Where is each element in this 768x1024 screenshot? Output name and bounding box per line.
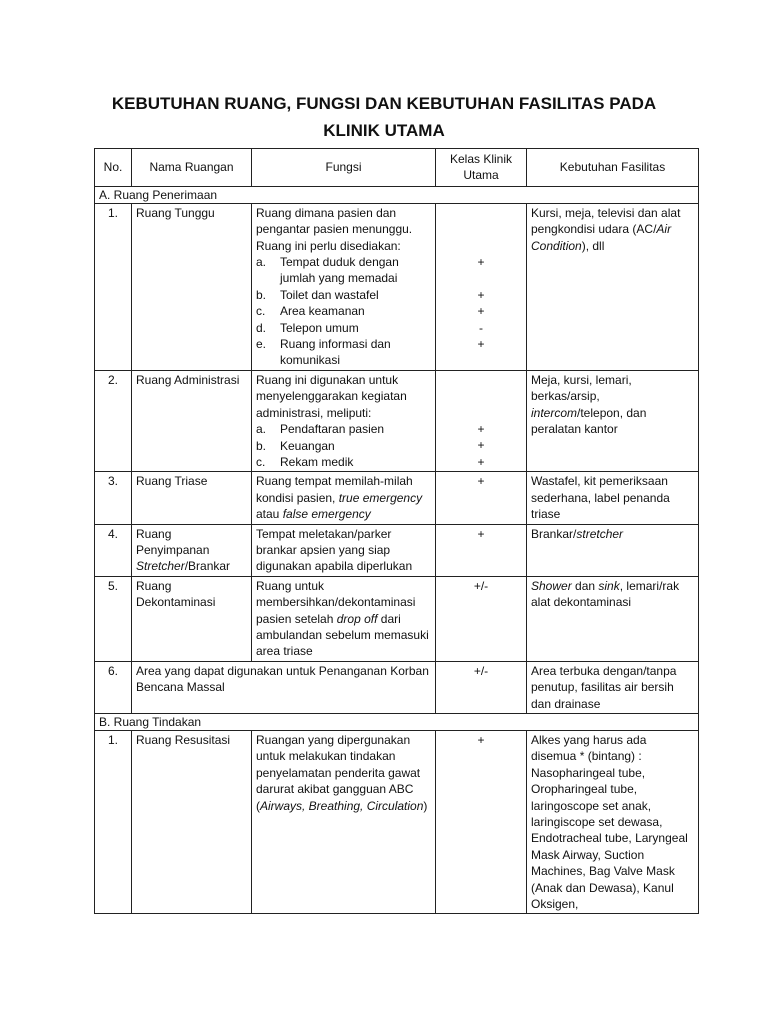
row-fasilitas: Wastafel, kit pemeriksaan sederhana, label penanda triase [527, 472, 699, 524]
row-fungsi: Tempat meletakan/parker brankar apsien yang siap digunakan apabila diperlukan [252, 524, 436, 576]
kelas-mark: + [477, 304, 485, 319]
row-fasilitas: Kursi, meja, televisi dan alat pengkondisi udara (AC/Air Condition), dll [527, 203, 699, 370]
document-title [60, 90, 708, 144]
title-line-1: KEBUTUHAN RUANG, FUNGSI DAN KEBUTUHAN FASILITAS PADA [111, 94, 657, 113]
row-no: 1. [95, 731, 132, 914]
row-nama: Ruang Tunggu [132, 203, 252, 370]
header-fungsi: Fungsi [252, 149, 436, 187]
table-row [95, 203, 699, 370]
row-fasilitas: Meja, kursi, lemari, berkas/arsip, intercom/telepon, dan peralatan kantor [527, 370, 699, 471]
row-no: 6. [95, 661, 132, 713]
list-item: e. Ruang informasi dan komunikasi [256, 337, 391, 368]
row-kelas: +/- [436, 661, 527, 713]
table-row [95, 731, 699, 914]
section-row-a [95, 186, 699, 203]
title-line-2: KLINIK UTAMA [323, 121, 445, 140]
kelas-mark: + [477, 422, 485, 437]
table-header-row [95, 149, 699, 187]
row-kelas: + [436, 731, 527, 914]
row-no: 3. [95, 472, 132, 524]
row-fungsi: Ruang tempat memilah-milah kondisi pasien, true emergency atau false emergency [252, 472, 436, 524]
list-item: a. Tempat duduk dengan jumlah yang memadai [256, 255, 399, 286]
header-nama-ruangan: Nama Ruangan [132, 149, 252, 187]
row-kelas: + [436, 472, 527, 524]
row-no: 2. [95, 370, 132, 471]
section-a-label: A. Ruang Penerimaan [95, 186, 699, 203]
list-item: a. Pendaftaran pasien [256, 422, 385, 437]
row-fungsi: Ruangan yang dipergunakan untuk melakukan tindakan penyelamatan penderita gawat darurat akibat gangguan ABC (Airways, Breathing, Circulation) [252, 731, 436, 914]
row-fungsi: Ruang untuk membersihkan/dekontaminasi pasien setelah drop off dari ambulandan sebelum memasuki area triase [252, 576, 436, 661]
kelas-mark: + [477, 454, 485, 469]
row-fasilitas: Brankar/stretcher [527, 524, 699, 576]
facilities-table [94, 148, 699, 914]
table-row [95, 472, 699, 524]
row-fasilitas: Alkes yang harus ada disemua * (bintang) : Nasopharingeal tube, Oropharingeal tube, laringoscope set anak, laringiscope set dewasa, Endotracheal tube, Laryngeal Mask Airway, Suction Machines, Bag Valve Mask (Anak dan Dewasa), Kanul Oksigen, [527, 731, 699, 914]
row-nama: Ruang Dekontaminasi [132, 576, 252, 661]
table-row [95, 576, 699, 661]
list-item: c. Area keamanan [256, 304, 365, 319]
row-kelas: +/- [436, 576, 527, 661]
list-item: b. Toilet dan wastafel [256, 287, 379, 302]
fungsi-intro: Ruang dimana pasien dan pengantar pasien menunggu. Ruang ini perlu disediakan: [256, 205, 413, 253]
row-nama: Ruang Resusitasi [132, 731, 252, 914]
table-row [95, 370, 699, 471]
table-row [95, 661, 699, 713]
header-no: No. [95, 149, 132, 187]
row-nama: Ruang Administrasi [132, 370, 252, 471]
table-row [95, 524, 699, 576]
row-kelas [436, 203, 527, 370]
kelas-mark: - [479, 320, 483, 335]
row-fasilitas: Shower dan sink, lemari/rak alat dekontaminasi [527, 576, 699, 661]
kelas-mark: + [477, 287, 485, 302]
row-no: 5. [95, 576, 132, 661]
section-row-b [95, 714, 699, 731]
kelas-mark: + [477, 337, 485, 351]
row-fungsi [252, 203, 436, 370]
row-fasilitas: Area terbuka dengan/tanpa penutup, fasilitas air bersih dan drainase [527, 661, 699, 713]
row-no: 1. [95, 203, 132, 370]
row-fungsi [252, 370, 436, 471]
list-item: c. Rekam medik [256, 454, 354, 469]
header-kelas-klinik: Kelas Klinik Utama [436, 149, 527, 187]
section-b-label: B. Ruang Tindakan [95, 714, 699, 731]
row-kelas: + [436, 524, 527, 576]
row-kelas [436, 370, 527, 471]
kelas-mark: + [477, 438, 485, 453]
row-nama: Ruang Triase [132, 472, 252, 524]
list-item: b. Keuangan [256, 438, 335, 453]
row-nama: Area yang dapat digunakan untuk Penanganan Korban Bencana Massal [132, 661, 436, 713]
list-item: d. Telepon umum [256, 320, 359, 335]
row-nama: Ruang Penyimpanan Stretcher/Brankar [132, 524, 252, 576]
kelas-mark: + [477, 254, 485, 269]
header-kebutuhan-fasilitas: Kebutuhan Fasilitas [527, 149, 699, 187]
fungsi-intro: Ruang ini digunakan untuk menyelenggarakan kegiatan administrasi, meliputi: [256, 372, 407, 420]
row-no: 4. [95, 524, 132, 576]
